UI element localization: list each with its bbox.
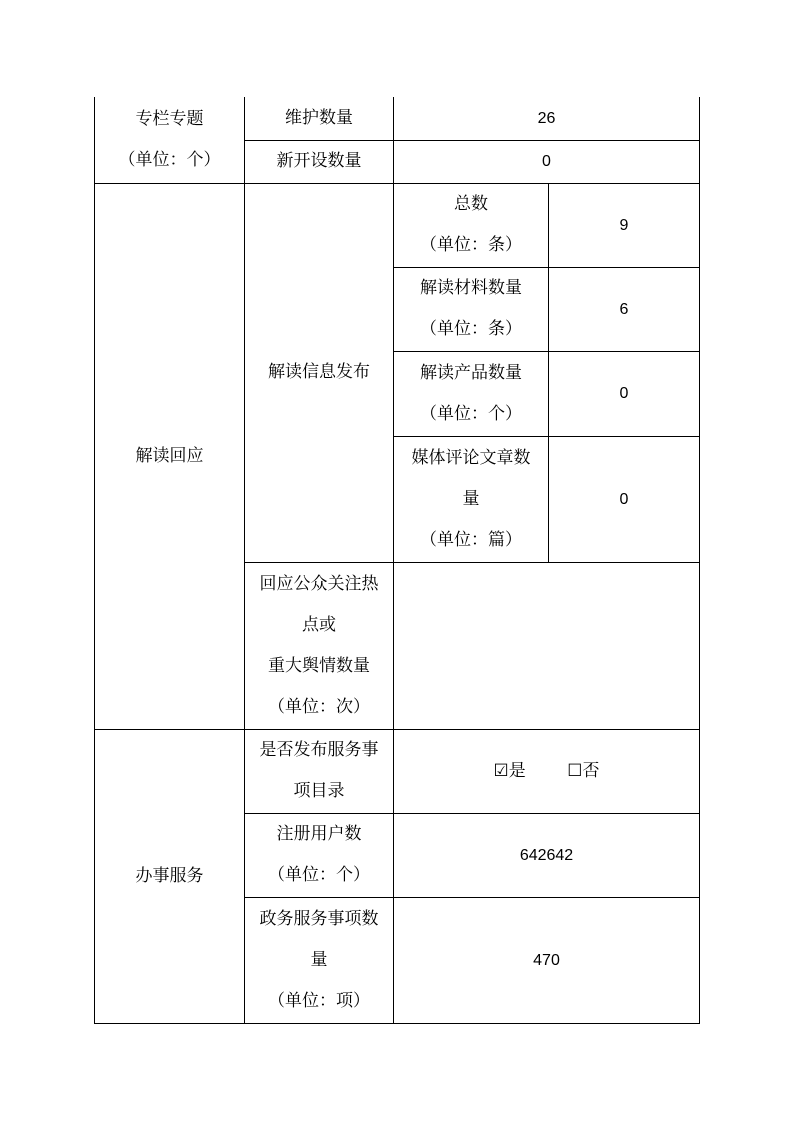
public-response-label-cell: [245, 562, 394, 729]
registered-users-label-cell: [245, 813, 394, 897]
service-items-unit: （单位：项）: [268, 990, 370, 1011]
service-items-value: 470: [394, 897, 700, 1023]
interpretation-category-cell: [95, 183, 245, 729]
material-count-value: 6: [549, 267, 700, 351]
special-topics-category-label: 专栏专题: [135, 108, 204, 129]
public-response-label-cont: 点或: [302, 614, 336, 635]
no-checkbox: ☐否: [567, 760, 600, 781]
public-response-label: 回应公众关注热: [259, 573, 379, 594]
interpretation-publish-cell: [245, 183, 394, 562]
service-catalog-label-cont: 项目录: [293, 781, 345, 801]
total-count-label: 总数: [454, 194, 488, 214]
yes-checkbox-checked: ☑是: [493, 760, 526, 781]
material-count-unit: （单位：条）: [420, 319, 522, 339]
material-count-label: 解读材料数量: [420, 278, 522, 298]
material-count-label-cell: [394, 267, 549, 351]
service-catalog-options: [394, 729, 700, 813]
product-count-label-cell: [394, 351, 549, 436]
service-items-label-cell: [245, 897, 394, 1023]
public-response-unit: （单位：次）: [268, 696, 370, 717]
registered-users-label: 注册用户数: [276, 824, 362, 844]
media-article-count-unit: （单位：篇）: [420, 529, 522, 550]
service-items-label: 政务服务事项数: [259, 908, 379, 929]
service-catalog-label: 是否发布服务事: [259, 740, 379, 760]
public-response-value: [394, 562, 700, 729]
product-count-value: 0: [549, 351, 700, 436]
product-count-unit: （单位：个）: [420, 403, 522, 424]
media-article-count-label: 媒体评论文章数: [411, 447, 531, 468]
table-row: [95, 97, 700, 140]
table-row: [95, 183, 700, 267]
public-response-label-cont2: 重大舆情数量: [268, 655, 370, 676]
media-article-count-value: 0: [549, 436, 700, 562]
new-count-label: 新开设数量: [245, 140, 394, 183]
maintained-count-label: 维护数量: [245, 97, 394, 140]
registered-users-unit: （单位：个）: [268, 865, 370, 885]
media-article-count-label-cell: [394, 436, 549, 562]
special-topics-category-cell: [95, 97, 245, 183]
special-topics-unit-label: （单位：个）: [118, 149, 221, 170]
registered-users-value: 642642: [394, 813, 700, 897]
interpretation-publish-label: 解读信息发布: [268, 362, 370, 382]
total-count-value: 9: [549, 183, 700, 267]
statistics-table: [94, 97, 700, 1024]
media-article-count-label-cont: 量: [462, 488, 480, 509]
service-catalog-label-cell: [245, 729, 394, 813]
total-count-unit: （单位：条）: [420, 235, 522, 255]
interpretation-category-label: 解读回应: [135, 445, 204, 466]
services-category-label: 办事服务: [135, 865, 204, 886]
services-category-cell: [95, 729, 245, 1023]
table-row: [95, 729, 700, 813]
maintained-count-value: 26: [394, 97, 700, 140]
service-items-label-cont: 量: [310, 949, 328, 970]
total-count-label-cell: [394, 183, 549, 267]
product-count-label: 解读产品数量: [420, 362, 522, 383]
new-count-value: 0: [394, 140, 700, 183]
